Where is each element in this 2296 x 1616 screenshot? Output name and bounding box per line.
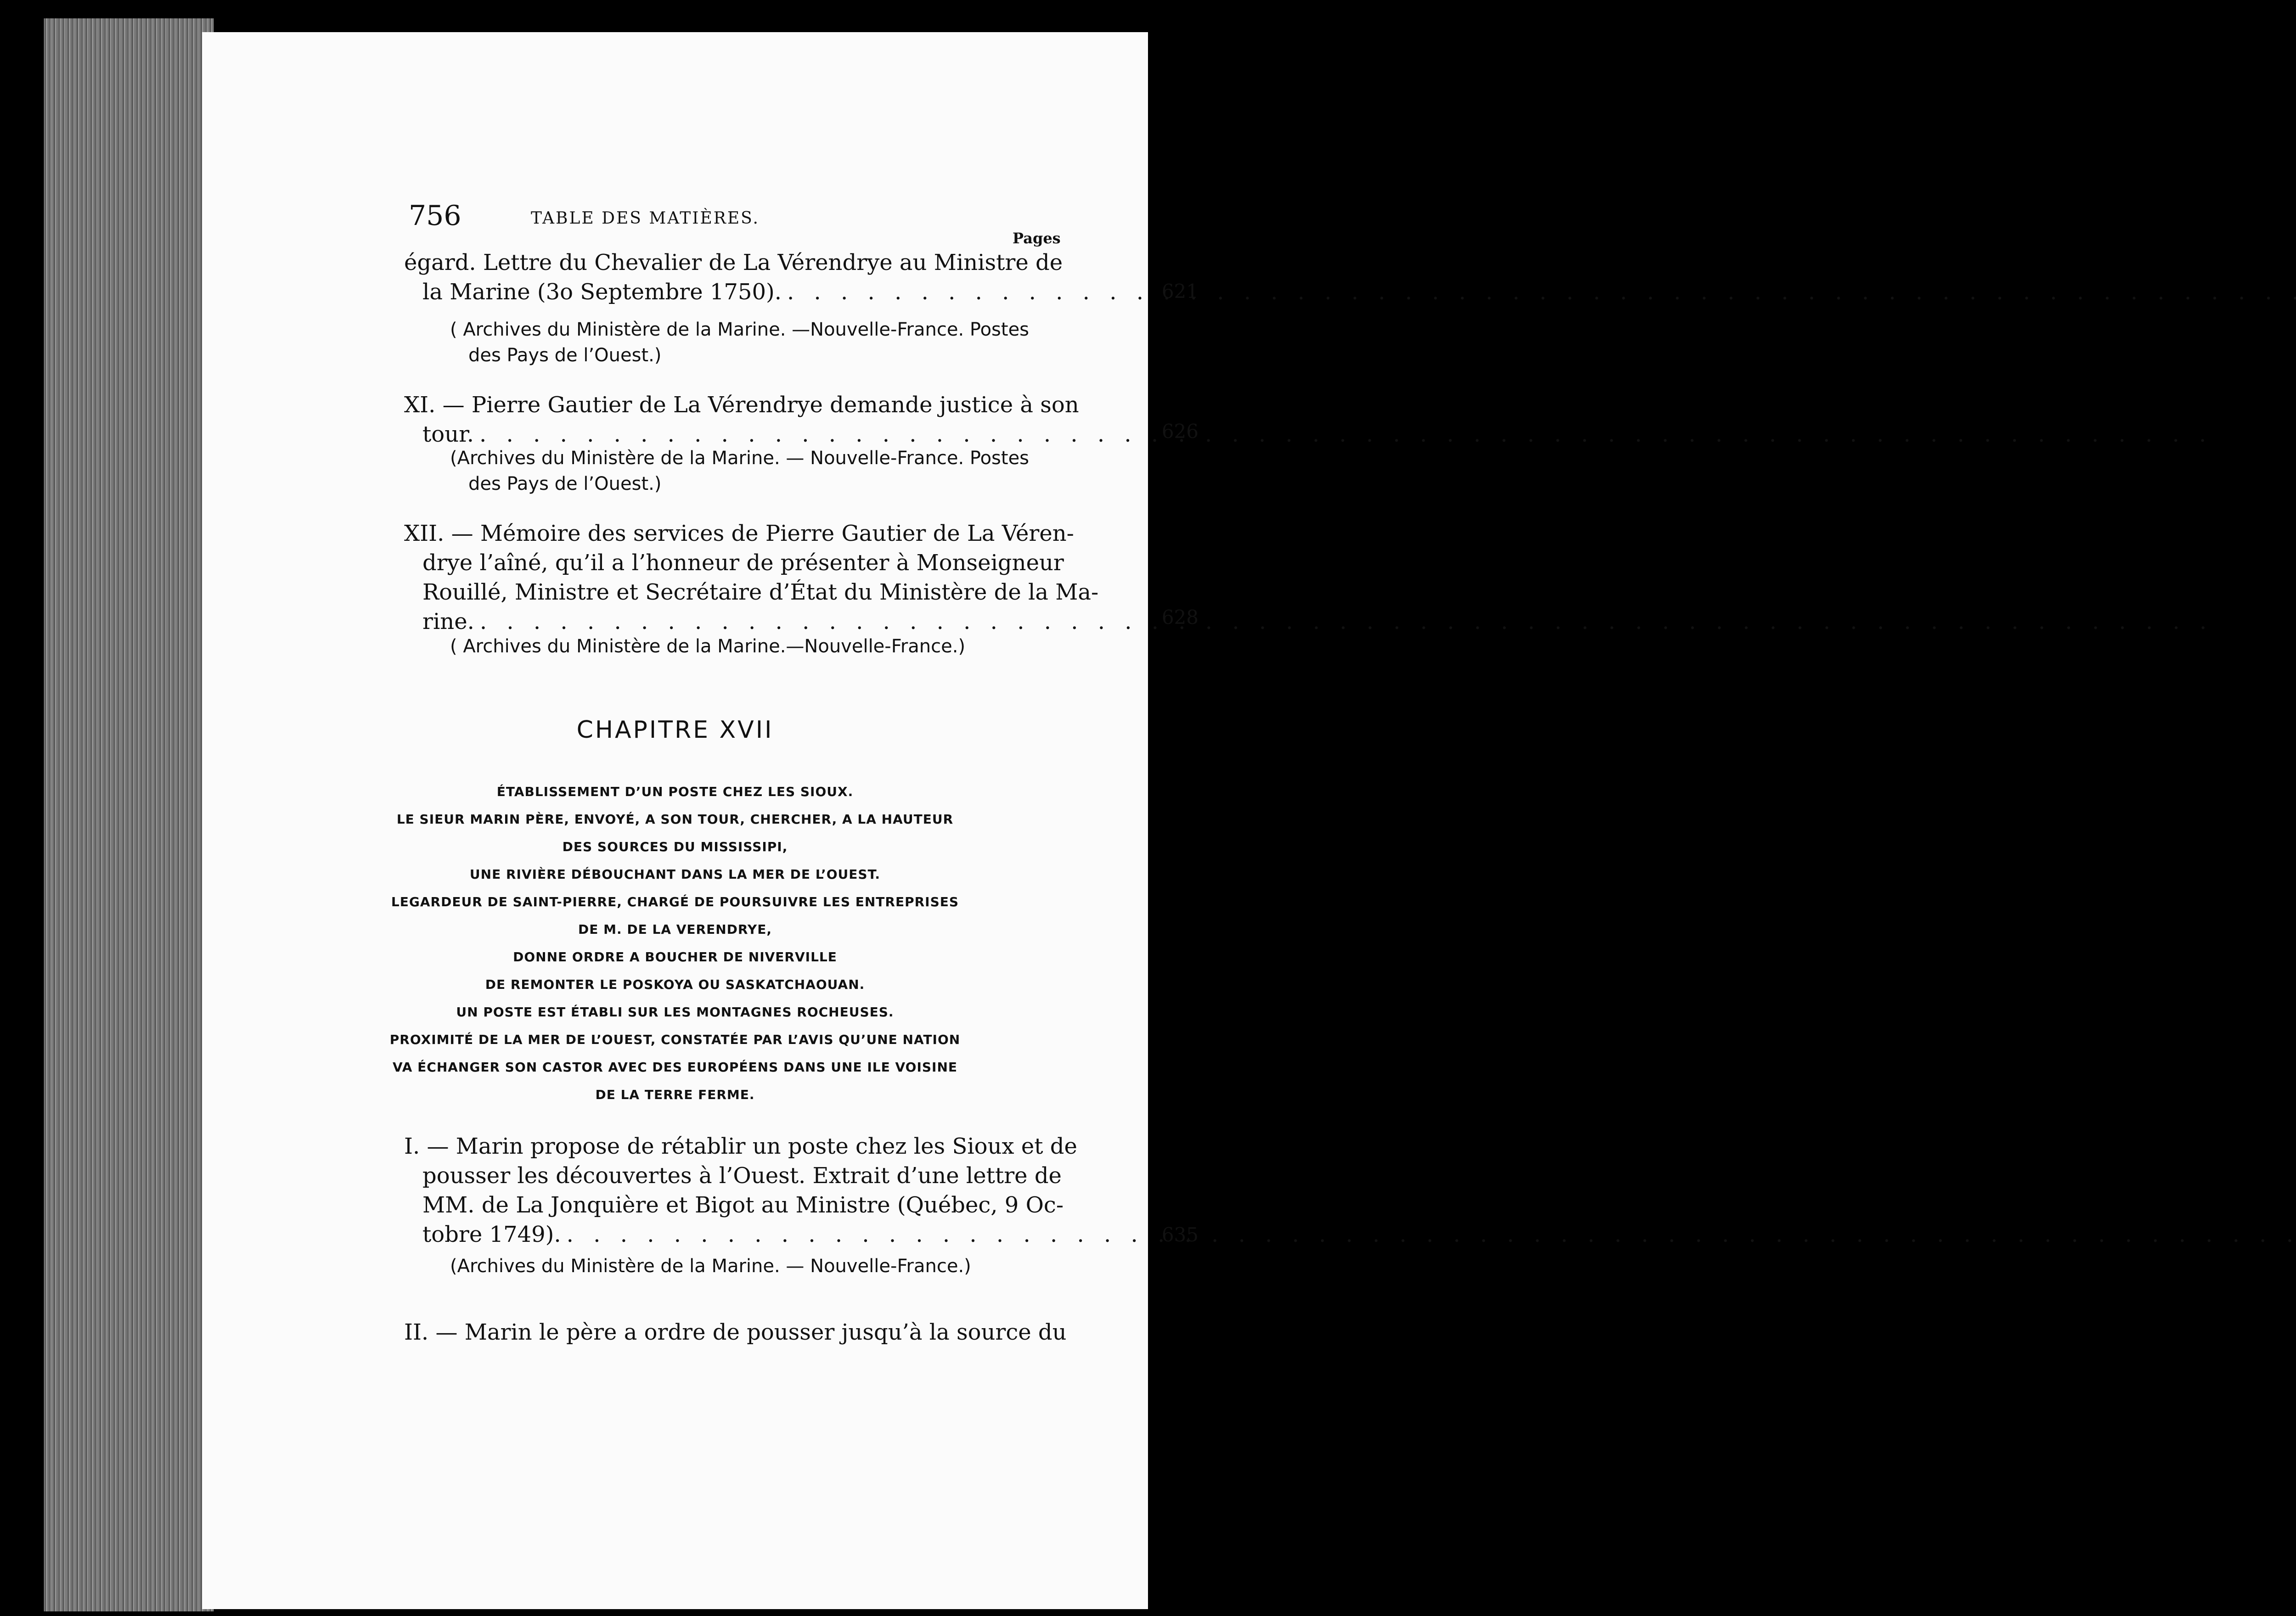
toc-entry: [404, 248, 1199, 307]
source-line: ( Archives du Ministère de la Marine.—Nouvelle-France.): [450, 636, 966, 657]
entry-page-number: 635: [1161, 1223, 1199, 1246]
dot-leader: [480, 607, 2213, 636]
running-title: TABLE DES MATIÈRES.: [531, 209, 760, 228]
entry-last-line: rine. . . .: [404, 607, 1199, 636]
entry-line: MM. de La Jonquière et Bigot au Ministre (Québec, 9 Oc-: [422, 1192, 1064, 1218]
summary-line: LE SIEUR MARIN PÈRE, ENVOYÉ, A SON TOUR, CHERCHER, A LA HAUTEUR: [396, 812, 954, 827]
summary-line: DE LA TERRE FERME.: [595, 1087, 755, 1102]
page-number: 756: [409, 200, 461, 232]
dot-leader: [567, 1220, 2296, 1249]
source-line: ( Archives du Ministère de la Marine. —Nouvelle-France. Postes: [450, 319, 1030, 340]
entry-last-line: la Marine (3o Septembre 1750). . . .: [404, 277, 1199, 307]
entry-line: XI. — Pierre Gautier de La Vérendrye demande justice à son: [404, 392, 1079, 418]
entry-last-line: tour. . . .: [404, 420, 1199, 449]
entry-line: Rouillé, Ministre et Secrétaire d’État du Ministère de la Ma-: [422, 579, 1099, 605]
summary-line: PROXIMITÉ DE LA MER DE L’OUEST, CONSTATÉE PAR L’AVIS QU’UNE NATION: [389, 1032, 961, 1047]
summary-line: LEGARDEUR DE SAINT-PIERRE, CHARGÉ DE POURSUIVRE LES ENTREPRISES: [391, 894, 959, 909]
source-line: (Archives du Ministère de la Marine. — Nouvelle-France. Postes: [450, 448, 1030, 469]
chapter-summary: [202, 778, 1148, 1109]
book-page-edges: [44, 18, 214, 1611]
summary-line: DONNE ORDRE A BOUCHER DE NIVERVILLE: [513, 949, 837, 965]
running-head: [202, 191, 1148, 246]
entry-source: [450, 1253, 1185, 1279]
summary-line: VA ÉCHANGER SON CASTOR AVEC DES EUROPÉENS DANS UNE ILE VOISINE: [392, 1060, 958, 1075]
summary-line: DES SOURCES DU MISSISSIPI,: [562, 839, 788, 854]
entry-line: égard. Lettre du Chevalier de La Vérendrye au Ministre de: [404, 250, 1063, 275]
entry-source: [450, 634, 1185, 659]
toc-entry: [404, 390, 1199, 449]
entry-line: pousser les découvertes à l’Ouest. Extrait d’une lettre de: [422, 1163, 1062, 1189]
entry-source: [450, 445, 1185, 497]
entry-source: [450, 317, 1185, 368]
toc-entry: [404, 1318, 1199, 1347]
pages-column-label: Pages: [1013, 230, 1061, 247]
entry-last-line: tobre 1749). . . .: [404, 1220, 1199, 1249]
entry-line: drye l’aîné, qu’il a l’honneur de présenter à Monseigneur: [422, 550, 1064, 576]
toc-entry: [404, 1132, 1199, 1249]
entry-page-number: 628: [1161, 606, 1199, 628]
source-line: (Archives du Ministère de la Marine. — Nouvelle-France.): [450, 1256, 971, 1277]
summary-line: DE M. DE LA VERENDRYE,: [578, 922, 772, 937]
summary-line: DE REMONTER LE POSKOYA OU SASKATCHAOUAN.: [485, 977, 865, 992]
chapter-title: CHAPITRE XVII: [576, 716, 774, 744]
entry-line: XII. — Mémoire des services de Pierre Gautier de La Véren-: [404, 521, 1074, 546]
entry-line: II. — Marin le père a ordre de pousser jusqu’à la source du: [404, 1319, 1067, 1345]
summary-line: ÉTABLISSEMENT D’UN POSTE CHEZ LES SIOUX.: [496, 784, 854, 799]
summary-line: UNE RIVIÈRE DÉBOUCHANT DANS LA MER DE L’OUEST.: [469, 867, 881, 882]
dot-leader: [787, 277, 2296, 307]
entry-page-number: 621: [1161, 280, 1199, 303]
entry-line: I. — Marin propose de rétablir un poste chez les Sioux et de: [404, 1133, 1077, 1159]
toc-entry: [404, 519, 1199, 636]
source-line: des Pays de l’Ouest.): [468, 473, 662, 494]
summary-line: UN POSTE EST ÉTABLI SUR LES MONTAGNES ROCHEUSES.: [456, 1004, 894, 1020]
book-page: [202, 32, 1199, 1609]
source-line: des Pays de l’Ouest.): [468, 345, 662, 366]
entry-page-number: 626: [1161, 420, 1199, 443]
dot-leader: [479, 420, 2212, 449]
